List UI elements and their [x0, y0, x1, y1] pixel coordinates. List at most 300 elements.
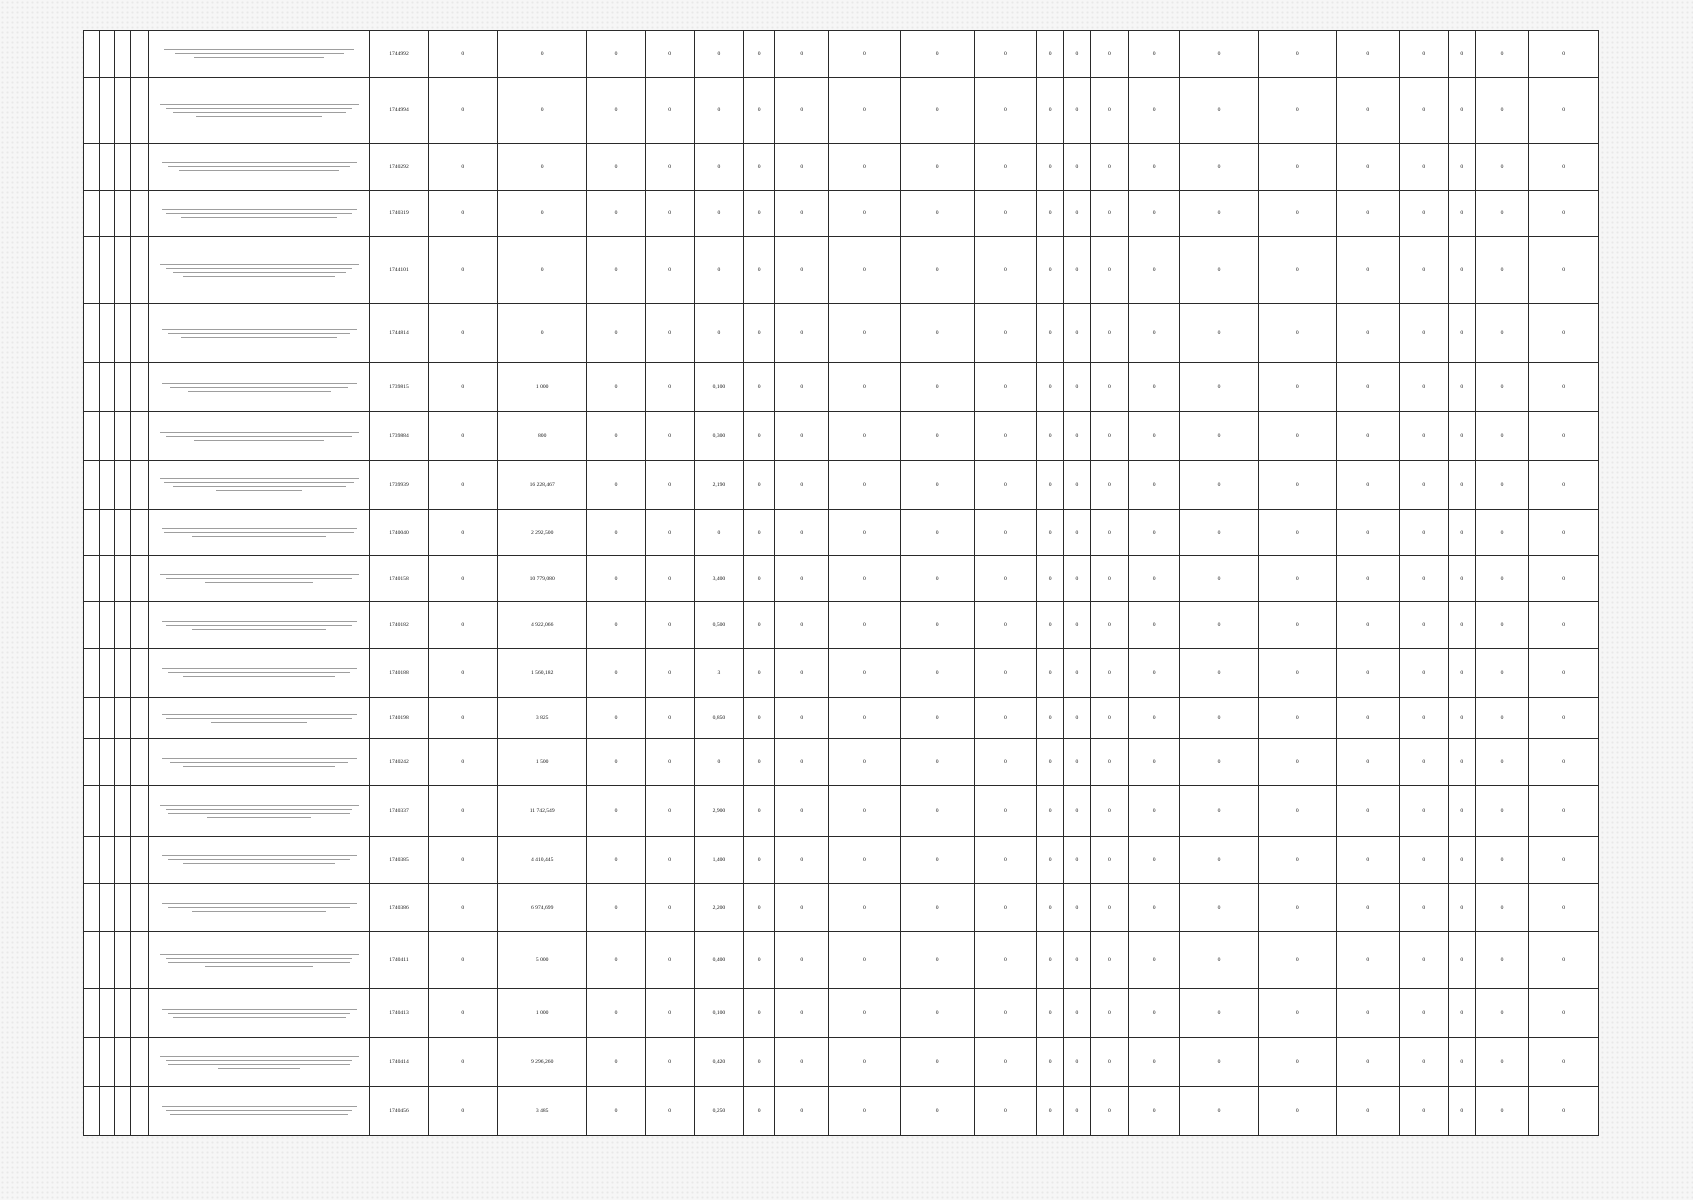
- zero-cell: 0: [744, 143, 775, 190]
- zero-cell: 0: [1475, 412, 1529, 461]
- amount-cell: 1 500: [497, 739, 587, 786]
- illegible-text-line: [168, 1064, 350, 1065]
- zero-cell: 0: [775, 304, 829, 363]
- zero-cell: 0: [1064, 648, 1091, 697]
- table-row: [84, 237, 1599, 304]
- zero-cell: 0: [1336, 989, 1399, 1038]
- zero-cell: 0: [1336, 509, 1399, 556]
- illegible-text-line: [162, 621, 357, 622]
- zero-cell: 0: [1037, 509, 1064, 556]
- object-description: [148, 739, 370, 786]
- length-cell: 3,400: [694, 556, 743, 602]
- empty-cell: [84, 31, 100, 78]
- zero-cell: 0: [1399, 304, 1448, 363]
- zero-cell: 0: [744, 932, 775, 989]
- object-code: 1740337: [370, 786, 428, 837]
- zero-cell: 0: [1180, 1038, 1258, 1087]
- illegible-text-line: [166, 1060, 352, 1061]
- object-code: 1744992: [370, 31, 428, 78]
- zero-cell: 0: [1448, 739, 1475, 786]
- zero-cell: 0: [645, 697, 694, 739]
- zero-cell: 0: [1064, 509, 1091, 556]
- zero-cell: 0: [1399, 1086, 1448, 1135]
- illegible-text-line: [183, 276, 335, 277]
- illegible-text-line: [207, 817, 311, 818]
- zero-cell: 0: [1180, 648, 1258, 697]
- zero-cell: 0: [1258, 556, 1336, 602]
- zero-cell: 0: [900, 363, 974, 412]
- object-code: 1740182: [370, 602, 428, 649]
- zero-cell: 0: [1336, 556, 1399, 602]
- zero-cell: 0: [900, 237, 974, 304]
- zero-cell: 0: [1258, 1038, 1336, 1087]
- zero-cell: 0: [1128, 412, 1179, 461]
- zero-cell: 0: [1475, 31, 1529, 78]
- zero-cell: 0: [1128, 836, 1179, 883]
- zero-cell: 0: [1448, 883, 1475, 932]
- zero-cell: 0: [775, 739, 829, 786]
- empty-cell: [99, 509, 115, 556]
- empty-cell: [115, 412, 131, 461]
- zero-cell: 0: [829, 304, 901, 363]
- zero-cell: 0: [744, 31, 775, 78]
- length-cell: 0: [694, 31, 743, 78]
- length-cell: 2,900: [694, 786, 743, 837]
- empty-cell: [115, 602, 131, 649]
- zero-cell: 0: [587, 739, 645, 786]
- length-cell: 0,400: [694, 932, 743, 989]
- zero-cell: 0: [587, 363, 645, 412]
- illegible-text-line: [164, 482, 355, 483]
- zero-cell: 0: [829, 836, 901, 883]
- zero-cell: 0: [1336, 697, 1399, 739]
- zero-cell: 0: [1090, 304, 1128, 363]
- zero-cell: 0: [1529, 836, 1599, 883]
- zero-cell: 0: [1258, 697, 1336, 739]
- zero-cell: 0: [1128, 786, 1179, 837]
- table-row: [84, 697, 1599, 739]
- empty-cell: [115, 31, 131, 78]
- zero-cell: 0: [974, 697, 1037, 739]
- zero-cell: 0: [1037, 237, 1064, 304]
- empty-cell: [99, 77, 115, 143]
- illegible-text-line: [170, 387, 348, 388]
- empty-cell: [84, 883, 100, 932]
- empty-cell: [115, 989, 131, 1038]
- zero-cell: 0: [744, 602, 775, 649]
- amount-cell: 16 228,467: [497, 460, 587, 509]
- empty-cell: [84, 648, 100, 697]
- length-cell: 0: [694, 143, 743, 190]
- zero-cell: 0: [1529, 77, 1599, 143]
- zero-cell: 0: [974, 786, 1037, 837]
- illegible-text-line: [183, 863, 335, 864]
- zero-cell: 0: [1448, 460, 1475, 509]
- zero-cell: 0: [1064, 460, 1091, 509]
- empty-cell: [84, 460, 100, 509]
- zero-cell: 0: [829, 77, 901, 143]
- zero-cell: 0: [1128, 143, 1179, 190]
- zero-cell: 0: [1448, 77, 1475, 143]
- zero-cell: 0: [587, 509, 645, 556]
- zero-cell: 0: [1128, 1038, 1179, 1087]
- zero-cell: 0: [1258, 739, 1336, 786]
- zero-cell: 0: [1258, 932, 1336, 989]
- zero-cell: 0: [645, 77, 694, 143]
- zero-cell: 0: [1529, 786, 1599, 837]
- zero-cell: 0: [428, 143, 497, 190]
- zero-cell: 0: [1180, 989, 1258, 1038]
- object-description: [148, 460, 370, 509]
- object-code: 1740414: [370, 1038, 428, 1087]
- zero-cell: 0: [829, 786, 901, 837]
- zero-cell: 0: [1037, 786, 1064, 837]
- zero-cell: 0: [1090, 1086, 1128, 1135]
- zero-cell: 0: [1399, 363, 1448, 412]
- zero-cell: 0: [775, 143, 829, 190]
- empty-cell: [84, 1086, 100, 1135]
- object-description: [148, 786, 370, 837]
- zero-cell: 0: [1529, 602, 1599, 649]
- illegible-text-line: [173, 272, 346, 273]
- zero-cell: 0: [587, 697, 645, 739]
- zero-cell: 0: [428, 190, 497, 237]
- zero-cell: 0: [744, 460, 775, 509]
- zero-cell: 0: [829, 190, 901, 237]
- zero-cell: 0: [1399, 648, 1448, 697]
- zero-cell: 0: [1037, 304, 1064, 363]
- zero-cell: 0: [1180, 190, 1258, 237]
- zero-cell: 0: [1037, 648, 1064, 697]
- zero-cell: 0: [645, 31, 694, 78]
- zero-cell: 0: [428, 836, 497, 883]
- empty-cell: [99, 739, 115, 786]
- zero-cell: 0: [775, 460, 829, 509]
- object-description: [148, 697, 370, 739]
- zero-cell: 0: [587, 143, 645, 190]
- zero-cell: 0: [1180, 237, 1258, 304]
- empty-cell: [99, 786, 115, 837]
- illegible-text-line: [179, 170, 339, 171]
- empty-cell: [99, 460, 115, 509]
- zero-cell: 0: [1399, 509, 1448, 556]
- zero-cell: 0: [1180, 697, 1258, 739]
- zero-cell: 0: [1128, 932, 1179, 989]
- empty-cell: [99, 237, 115, 304]
- empty-cell: [99, 932, 115, 989]
- amount-cell: 1 560,182: [497, 648, 587, 697]
- amount-cell: 5 000: [497, 932, 587, 989]
- zero-cell: 0: [645, 739, 694, 786]
- object-description: [148, 556, 370, 602]
- zero-cell: 0: [587, 786, 645, 837]
- zero-cell: 0: [587, 836, 645, 883]
- zero-cell: 0: [1090, 697, 1128, 739]
- length-cell: 0,100: [694, 989, 743, 1038]
- object-description: [148, 1086, 370, 1135]
- object-code: 1740386: [370, 883, 428, 932]
- zero-cell: 0: [974, 648, 1037, 697]
- illegible-text-line: [173, 486, 346, 487]
- zero-cell: 0: [1529, 237, 1599, 304]
- zero-cell: 0: [775, 602, 829, 649]
- zero-cell: 0: [1037, 932, 1064, 989]
- object-code: 1740040: [370, 509, 428, 556]
- zero-cell: 0: [829, 31, 901, 78]
- zero-cell: 0: [1037, 412, 1064, 461]
- zero-cell: 0: [1336, 460, 1399, 509]
- illegible-text-line: [164, 49, 355, 50]
- zero-cell: 0: [974, 363, 1037, 412]
- object-description: [148, 932, 370, 989]
- zero-cell: 0: [1180, 509, 1258, 556]
- illegible-text-line: [166, 108, 352, 109]
- zero-cell: 0: [1475, 304, 1529, 363]
- zero-cell: 0: [1064, 412, 1091, 461]
- zero-cell: 0: [1128, 556, 1179, 602]
- empty-cell: [130, 836, 148, 883]
- zero-cell: 0: [1258, 1086, 1336, 1135]
- zero-cell: 0: [1475, 648, 1529, 697]
- zero-cell: 0: [1258, 989, 1336, 1038]
- zero-cell: 0: [744, 1038, 775, 1087]
- zero-cell: 0: [645, 883, 694, 932]
- zero-cell: 0: [1037, 1038, 1064, 1087]
- zero-cell: 0: [775, 932, 829, 989]
- empty-cell: [99, 648, 115, 697]
- zero-cell: 0: [1037, 989, 1064, 1038]
- zero-cell: 0: [1399, 1038, 1448, 1087]
- zero-cell: 0: [974, 1038, 1037, 1087]
- empty-cell: [84, 1038, 100, 1087]
- zero-cell: 0: [587, 556, 645, 602]
- table-row: [84, 77, 1599, 143]
- object-description: [148, 648, 370, 697]
- zero-cell: 0: [1448, 697, 1475, 739]
- empty-cell: [130, 190, 148, 237]
- empty-cell: [115, 932, 131, 989]
- zero-cell: 0: [974, 237, 1037, 304]
- zero-cell: 0: [428, 460, 497, 509]
- empty-cell: [115, 237, 131, 304]
- zero-cell: 0: [775, 412, 829, 461]
- investment-program-table: [83, 30, 1599, 1136]
- object-description: [148, 836, 370, 883]
- length-cell: 0,850: [694, 697, 743, 739]
- illegible-text-line: [194, 57, 324, 58]
- illegible-text-line: [168, 962, 350, 963]
- zero-cell: 0: [587, 1086, 645, 1135]
- illegible-text-line: [160, 1056, 359, 1057]
- illegible-text-line: [162, 1106, 357, 1107]
- zero-cell: 0: [829, 989, 901, 1038]
- zero-cell: 0: [645, 363, 694, 412]
- zero-cell: 0: [1037, 697, 1064, 739]
- empty-cell: [84, 697, 100, 739]
- zero-cell: 0: [428, 412, 497, 461]
- zero-cell: 0: [1336, 237, 1399, 304]
- table-row: [84, 739, 1599, 786]
- zero-cell: 0: [428, 739, 497, 786]
- zero-cell: 0: [744, 739, 775, 786]
- zero-cell: 0: [1128, 602, 1179, 649]
- object-description: [148, 412, 370, 461]
- empty-cell: [130, 1086, 148, 1135]
- zero-cell: 0: [1475, 697, 1529, 739]
- length-cell: 0: [694, 739, 743, 786]
- table-row: [84, 836, 1599, 883]
- object-description: [148, 1038, 370, 1087]
- illegible-text-line: [162, 209, 357, 210]
- zero-cell: 0: [900, 989, 974, 1038]
- length-cell: 0,420: [694, 1038, 743, 1087]
- zero-cell: 0: [1180, 786, 1258, 837]
- zero-cell: 0: [974, 460, 1037, 509]
- object-description: [148, 190, 370, 237]
- zero-cell: 0: [1128, 883, 1179, 932]
- empty-cell: [99, 412, 115, 461]
- illegible-text-line: [164, 532, 355, 533]
- zero-cell: 0: [1258, 304, 1336, 363]
- zero-cell: 0: [587, 460, 645, 509]
- object-description: [148, 883, 370, 932]
- zero-cell: 0: [1475, 363, 1529, 412]
- illegible-text-line: [170, 762, 348, 763]
- zero-cell: 0: [645, 786, 694, 837]
- illegible-text-line: [166, 809, 352, 810]
- zero-cell: 0: [1529, 143, 1599, 190]
- zero-cell: 0: [428, 932, 497, 989]
- empty-cell: [115, 143, 131, 190]
- empty-cell: [115, 836, 131, 883]
- zero-cell: 0: [1399, 602, 1448, 649]
- table-row: [84, 1038, 1599, 1087]
- length-cell: 1,400: [694, 836, 743, 883]
- object-code: 1740319: [370, 190, 428, 237]
- zero-cell: 0: [1064, 697, 1091, 739]
- zero-cell: 0: [587, 77, 645, 143]
- zero-cell: 0: [744, 697, 775, 739]
- zero-cell: 0: [775, 31, 829, 78]
- zero-cell: 0: [1475, 1038, 1529, 1087]
- empty-cell: [99, 989, 115, 1038]
- zero-cell: 0: [1064, 1086, 1091, 1135]
- zero-cell: 0: [829, 697, 901, 739]
- zero-cell: 0: [1336, 1038, 1399, 1087]
- zero-cell: 0: [428, 697, 497, 739]
- illegible-text-line: [168, 859, 350, 860]
- zero-cell: 0: [428, 1038, 497, 1087]
- zero-cell: 0: [1037, 77, 1064, 143]
- empty-cell: [115, 786, 131, 837]
- zero-cell: 0: [775, 1086, 829, 1135]
- zero-cell: 0: [1064, 989, 1091, 1038]
- zero-cell: 0: [428, 363, 497, 412]
- object-code: 1740413: [370, 989, 428, 1038]
- zero-cell: 0: [744, 989, 775, 1038]
- zero-cell: 0: [1258, 509, 1336, 556]
- zero-cell: 0: [587, 989, 645, 1038]
- table-row: [84, 883, 1599, 932]
- zero-cell: 0: [900, 883, 974, 932]
- zero-cell: 0: [1529, 883, 1599, 932]
- empty-cell: [130, 739, 148, 786]
- zero-cell: 0: [1529, 648, 1599, 697]
- object-description: [148, 143, 370, 190]
- zero-cell: 0: [1399, 31, 1448, 78]
- zero-cell: 0: [1090, 31, 1128, 78]
- zero-cell: 0: [900, 190, 974, 237]
- zero-cell: 0: [974, 1086, 1037, 1135]
- empty-cell: [115, 883, 131, 932]
- zero-cell: 0: [900, 509, 974, 556]
- zero-cell: 0: [1448, 1086, 1475, 1135]
- zero-cell: 0: [1064, 932, 1091, 989]
- object-code: 1740456: [370, 1086, 428, 1135]
- illegible-text-line: [166, 268, 352, 269]
- empty-cell: [115, 739, 131, 786]
- table-row: [84, 932, 1599, 989]
- zero-cell: 0: [900, 460, 974, 509]
- zero-cell: 0: [1475, 739, 1529, 786]
- zero-cell: 0: [1064, 77, 1091, 143]
- table-row: [84, 143, 1599, 190]
- zero-cell: 0: [829, 363, 901, 412]
- zero-cell: 0: [1336, 883, 1399, 932]
- zero-cell: 0: [1037, 363, 1064, 412]
- zero-cell: 0: [1399, 190, 1448, 237]
- zero-cell: 0: [587, 602, 645, 649]
- zero-cell: 0: [428, 237, 497, 304]
- zero-cell: 0: [1090, 786, 1128, 837]
- zero-cell: 0: [1529, 31, 1599, 78]
- zero-cell: 0: [829, 883, 901, 932]
- zero-cell: 0: [829, 556, 901, 602]
- zero-cell: 0: [428, 556, 497, 602]
- zero-cell: 0: [1037, 190, 1064, 237]
- zero-cell: 0: [645, 460, 694, 509]
- object-code: 1739815: [370, 363, 428, 412]
- illegible-text-line: [181, 337, 337, 338]
- zero-cell: 0: [744, 1086, 775, 1135]
- empty-cell: [84, 237, 100, 304]
- zero-cell: 0: [1090, 190, 1128, 237]
- zero-cell: 0: [1090, 739, 1128, 786]
- object-code: 1740385: [370, 836, 428, 883]
- zero-cell: 0: [1448, 989, 1475, 1038]
- amount-cell: 0: [497, 31, 587, 78]
- object-description: [148, 304, 370, 363]
- zero-cell: 0: [1064, 739, 1091, 786]
- zero-cell: 0: [1399, 143, 1448, 190]
- zero-cell: 0: [1037, 460, 1064, 509]
- zero-cell: 0: [974, 509, 1037, 556]
- table-row: [84, 363, 1599, 412]
- empty-cell: [115, 556, 131, 602]
- zero-cell: 0: [1448, 190, 1475, 237]
- table-row: [84, 989, 1599, 1038]
- zero-cell: 0: [1399, 77, 1448, 143]
- zero-cell: 0: [1090, 602, 1128, 649]
- zero-cell: 0: [1128, 509, 1179, 556]
- zero-cell: 0: [1128, 989, 1179, 1038]
- object-description: [148, 31, 370, 78]
- zero-cell: 0: [1180, 556, 1258, 602]
- zero-cell: 0: [1180, 412, 1258, 461]
- zero-cell: 0: [775, 509, 829, 556]
- zero-cell: 0: [744, 363, 775, 412]
- zero-cell: 0: [900, 143, 974, 190]
